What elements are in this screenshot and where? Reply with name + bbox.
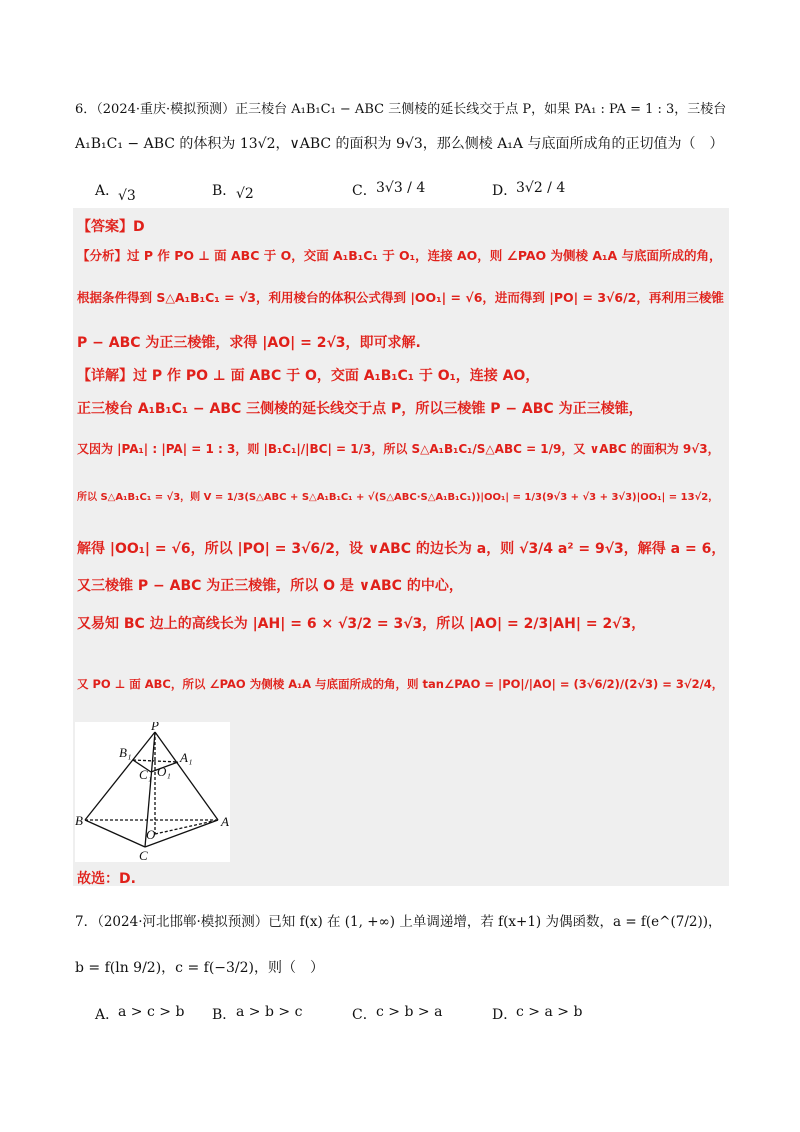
q7-option-a-label: A． bbox=[95, 1007, 120, 1023]
q7-option-b-label: B． bbox=[212, 1007, 237, 1023]
q6-option-d-value: 3√2 / 4 bbox=[516, 180, 566, 196]
label-A1: A₁ bbox=[180, 750, 193, 765]
q7-option-d-label: D． bbox=[492, 1007, 518, 1023]
q6-line2: A₁B₁C₁ − ABC 的体积为 13√2，∨ABC 的面积为 9√3，那么侧棱 A₁A 与底面所成角的正切值为（ ） bbox=[75, 136, 724, 152]
label-O: O bbox=[146, 827, 156, 842]
q6-option-a-value: √3 bbox=[118, 188, 136, 204]
label-C1: C₁ bbox=[139, 767, 153, 782]
q7-option-c-label: C． bbox=[352, 1007, 377, 1023]
label-A: A bbox=[221, 814, 229, 829]
label-B: B bbox=[75, 813, 83, 828]
label-O1: O₁ bbox=[157, 764, 171, 779]
q6-option-a-label: A． bbox=[95, 183, 120, 199]
q7-option-b-value: a > b > c bbox=[236, 1004, 303, 1020]
detail-line-5: 解得 |OO₁| = √6，所以 |PO| = 3√6/2，设 ∨ABC 的边长为 a，则 √3/4 a² = 9√3，解得 a = 6， bbox=[77, 541, 726, 557]
detail-line-8: 又 PO ⊥ 面 ABC，所以 ∠PAO 为侧棱 A₁A 与底面所成的角，则 tan∠PAO = |PO|/|AO| = (3√6/2)/(2√3) = 3√2/4， bbox=[77, 677, 724, 691]
detail-line-6: 又三棱锥 P − ABC 为正三棱锥，所以 O 是 ∨ABC 的中心， bbox=[77, 578, 463, 594]
q6-option-c-value: 3√3 / 4 bbox=[376, 180, 426, 196]
detail-line-1: 【详解】过 P 作 PO ⊥ 面 ABC 于 O，交面 A₁B₁C₁ 于 O₁，连接 AO， bbox=[77, 368, 540, 384]
pyramid-figure bbox=[75, 722, 230, 862]
q7-line1: 7．（2024·河北邯郸·模拟预测）已知 f(x) 在 (1, +∞) 上单调递增，若 f(x+1) 为偶函数，a = f(e^(7/2))， bbox=[75, 914, 722, 930]
detail-line-2: 正三棱台 A₁B₁C₁ − ABC 三侧棱的延长线交于点 P，所以三棱锥 P − ABC 为正三棱锥， bbox=[77, 401, 643, 417]
analysis-line-1: 【分析】过 P 作 PO ⊥ 面 ABC 于 O，交面 A₁B₁C₁ 于 O₁，连接 AO，则 ∠PAO 为侧棱 A₁A 与底面所成的角， bbox=[77, 248, 722, 263]
q7-line2: b = f(ln 9/2)，c = f(−3/2)，则（ ） bbox=[75, 960, 325, 976]
detail-line-3: 又因为 |PA₁| : |PA| = 1 : 3，则 |B₁C₁|/|BC| = 1/3，所以 S△A₁B₁C₁/S△ABC = 1/9，又 ∨ABC 的面积为 9√3， bbox=[77, 442, 720, 456]
q7-option-c-value: c > b > a bbox=[376, 1004, 443, 1020]
conclusion-line: 故选：D. bbox=[77, 871, 136, 887]
q6-option-c-label: C． bbox=[352, 183, 377, 199]
label-B1: B₁ bbox=[119, 745, 132, 760]
q7-option-d-value: c > a > b bbox=[516, 1004, 583, 1020]
q6-option-b-label: B． bbox=[212, 183, 237, 199]
q7-option-a-value: a > c > b bbox=[118, 1004, 185, 1020]
solution-panel bbox=[73, 208, 729, 886]
analysis-line-2: 根据条件得到 S△A₁B₁C₁ = √3，利用棱台的体积公式得到 |OO₁| = √6，进而得到 |PO| = 3√6/2，再利用三棱锥 bbox=[77, 290, 724, 305]
q6-line1: 6．（2024·重庆·模拟预测）正三棱台 A₁B₁C₁ − ABC 三侧棱的延长线交于点 P，如果 PA₁ : PA = 1 : 3，三棱台 bbox=[75, 102, 727, 117]
label-P: P bbox=[151, 722, 159, 733]
detail-line-4: 所以 S△A₁B₁C₁ = √3，则 V = 1/3(S△ABC + S△A₁B₁C₁ + √(S△ABC·S△A₁B₁C₁))|OO₁| = 1/3(9√3 + √3 + 3√3)|OO₁| = 13√2， bbox=[77, 492, 719, 503]
detail-line-7: 又易知 BC 边上的高线长为 |AH| = 6 × √3/2 = 3√3，所以 |AO| = 2/3|AH| = 2√3， bbox=[77, 616, 646, 632]
pyramid-diagram bbox=[75, 722, 230, 862]
q6-option-b-value: √2 bbox=[236, 186, 254, 202]
label-C: C bbox=[139, 848, 148, 862]
q6-option-d-label: D． bbox=[492, 183, 518, 199]
analysis-line-3: P − ABC 为正三棱锥，求得 |AO| = 2√3，即可求解. bbox=[77, 335, 421, 351]
answer-line: 【答案】D bbox=[77, 219, 145, 235]
